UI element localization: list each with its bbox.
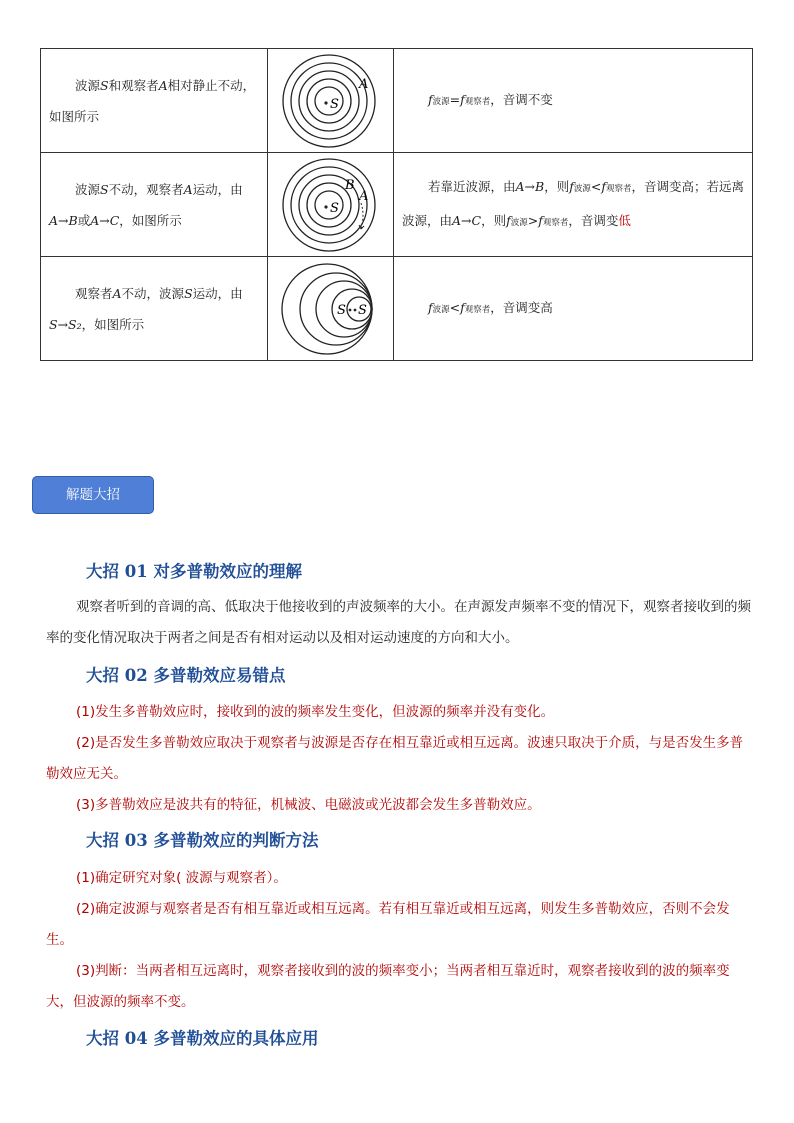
doppler-table: [40, 48, 753, 361]
section-title-03: 大招 03 多普勒效应的判断方法: [86, 831, 319, 850]
source-label: S: [329, 96, 339, 112]
svg-text:S: S: [357, 302, 367, 318]
table-row: [41, 257, 753, 361]
paragraph: (2)是否发生多普勒效应取决于观察者与波源是否存在相互靠近或相互远离。波速只取决于介质，与是否发生多普勒效应无关。: [46, 735, 744, 782]
row-description: 观察者A不动，波源S运动，由S→S₂，如图所示: [41, 257, 268, 361]
paragraph: (1)确定研究对象( 波源与观察者）。: [76, 870, 287, 886]
paragraph: (3)判断：当两者相互远离时，观察者接收到的波的频率变小；当两者相互靠近时，观察者接收到的波的频率变大，但波源的频率不变。: [46, 963, 730, 1010]
section-title-02: 大招 02 多普勒效应易错点: [86, 666, 286, 685]
concentric-waves-figure: [281, 53, 381, 149]
section-badge: 解题大招: [32, 476, 154, 514]
svg-text:B: B: [344, 177, 355, 193]
row-result: 若靠近波源，由A→B，则f波源<f观察者，音调变高；若远离波源，由A→C，则f波源>f观察者，音调变低: [394, 153, 753, 257]
paragraph: (2)确定波源与观察者是否有相互靠近或相互远离。若有相互靠近或相互远离，则发生多普勒效应，否则不会发生。: [46, 901, 730, 948]
paragraph: (1)发生多普勒效应时，接收到的波的频率发生变化，但波源的频率并没有变化。: [76, 704, 555, 720]
section-title-01: 大招 01 对多普勒效应的理解: [86, 562, 302, 581]
table-row: [41, 49, 753, 153]
svg-text:S: S: [336, 302, 346, 318]
observer-label: A: [358, 76, 368, 92]
paragraph: 观察者听到的音调的高、低取决于他接收到的声波频率的大小。在声源发声频率不变的情况下，观察者接收到的频率的变化情况取决于两者之间是否有相对运动以及相对运动速度的方向和大小。: [46, 599, 751, 646]
row-result: f波源<f观察者，音调变高: [394, 257, 753, 361]
figure-observer-moving: [268, 153, 394, 257]
row-result: f波源=f观察者，音调不变: [394, 49, 753, 153]
row-description: 波源S和观察者A相对静止不动，如图所示: [41, 49, 268, 153]
svg-text:A: A: [358, 188, 368, 204]
paragraph: (3)多普勒效应是波共有的特征，机械波、电磁波或光波都会发生多普勒效应。: [76, 797, 541, 813]
row-description: 波源S不动，观察者A运动，由A→B或A→C，如图所示: [41, 153, 268, 257]
section-title-04: 大招 04 多普勒效应的具体应用: [86, 1029, 319, 1048]
figure-static: [268, 49, 394, 153]
shifted-waves-figure: [281, 261, 381, 357]
figure-source-moving: [268, 257, 394, 361]
table-row: [41, 153, 753, 257]
concentric-waves-figure: [281, 157, 381, 253]
svg-text:S: S: [329, 200, 339, 216]
